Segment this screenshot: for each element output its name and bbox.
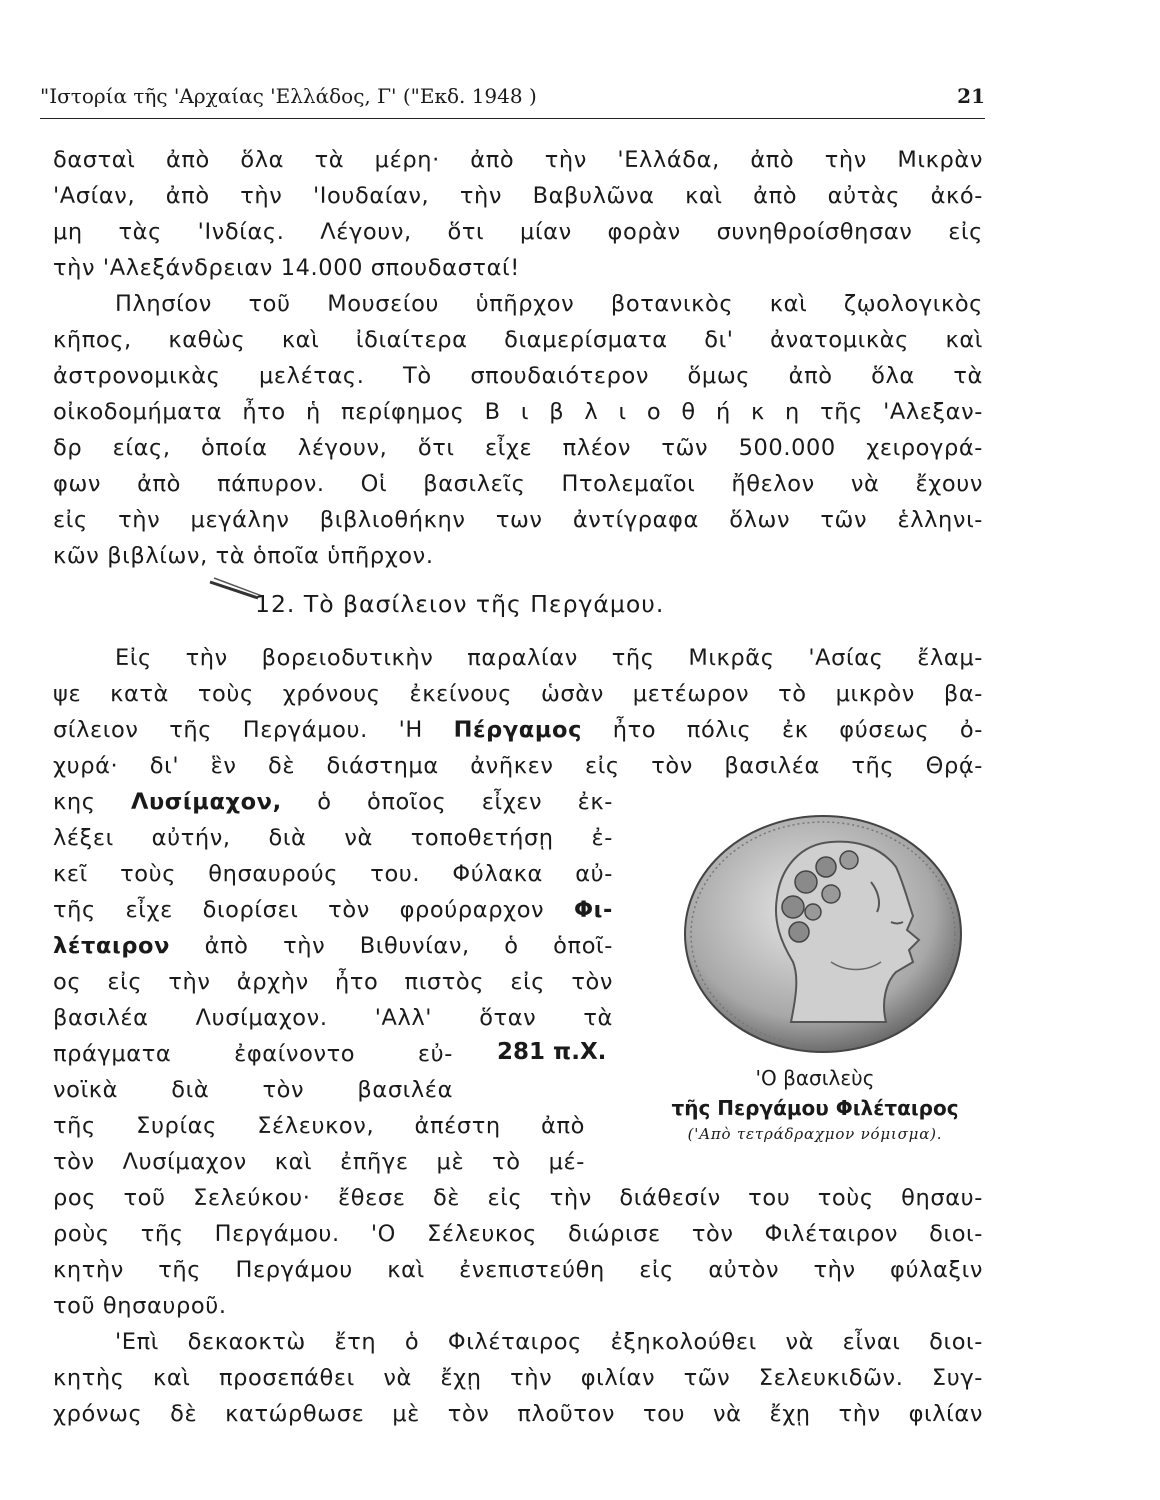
text-line: δασταὶ ἀπὸ ὅλα τὰ μέρη· ἀπὸ τὴν 'Ελλάδα, ἀπὸ τὴν Μικρὰν: [53, 147, 983, 173]
text-line: τοῦ θησαυροῦ.: [53, 1293, 227, 1319]
term-pergamos: Πέργαμος: [453, 717, 583, 743]
term-philetairos-2: λέταιρον: [53, 933, 171, 959]
text-line: λέταιρον ἀπὸ τὴν Βιθυνίαν, ὁ ὁποῖ-: [53, 933, 613, 959]
coin-portrait-image: [681, 812, 966, 1057]
text-line: κητὴς καὶ προσεπάθει νὰ ἔχῃ τὴν φιλίαν τῶν Σελευκιδῶν. Συγ-: [53, 1365, 983, 1391]
term-philetairos-1: Φι-: [573, 897, 613, 923]
text-line: Πλησίον τοῦ Μουσείου ὑπῆρχον βοτανικὸς καὶ ζῳολογικὸς: [115, 291, 983, 317]
text-line: ἀστρονομικὰς μελέτας. Τὸ σπουδαιότερον ὅμως ἀπὸ ὅλα τὰ: [53, 363, 983, 389]
text-line: βασιλέα Λυσίμαχον. 'Αλλ' ὅταν τὰ: [53, 1005, 613, 1031]
text-line: κῆπος, καθὼς καὶ ἰδιαίτερα διαμερίσματα δι' ἀνατομικὰς καὶ: [53, 327, 983, 353]
text-line: τῆς εἶχε διορίσει τὸν φρούραρχον Φι-: [53, 897, 613, 923]
text-line: κῶν βιβλίων, τὰ ὁποῖα ὑπῆρχον.: [53, 543, 434, 569]
margin-date: 281 π.Χ.: [497, 1039, 607, 1065]
text-line: κητὴν τῆς Περγάμου καὶ ἐνεπιστεύθη εἰς αὐτὸν τὴν φύλαξιν: [53, 1257, 983, 1283]
figure-caption-source: ('Απὸ τετράδραχμον νόμισμα).: [687, 1125, 943, 1143]
running-header: [40, 80, 985, 114]
text-line: τῆς Συρίας Σέλευκον, ἀπέστη ἀπὸ: [53, 1113, 585, 1139]
text-line: τὸν Λυσίμαχον καὶ ἐπῆγε μὲ τὸ μέ-: [53, 1149, 585, 1175]
text-line: νοϊκὰ διὰ τὸν βασιλέα: [53, 1077, 453, 1103]
text-line: οἰκοδομήματα ἦτο ἡ περίφημος Β ι β λ ι ο θ ή κ η τῆς 'Αλεξαν-: [53, 399, 983, 425]
text-line: 'Ασίαν, ἀπὸ τὴν 'Ιουδαίαν, τὴν Βαβυλῶνα καὶ ἀπὸ αὐτὰς ἀκό-: [53, 183, 983, 209]
header-rule: [40, 118, 985, 119]
text-line: χρόνως δὲ κατώρθωσε μὲ τὸν πλοῦτον του νὰ ἔχῃ τὴν φιλίαν: [53, 1401, 983, 1427]
text-line: φων ἀπὸ πάπυρον. Οἱ βασιλεῖς Πτολεμαῖοι ἤθελον νὰ ἔχουν: [53, 471, 983, 497]
text-line: μη τὰς 'Ινδίας. Λέγουν, ὅτι μίαν φορὰν συνηθροίσθησαν εἰς: [53, 219, 983, 245]
text-line: ψε κατὰ τοὺς χρόνους ἐκείνους ὡσὰν μετέωρον τὸ μικρὸν βα-: [53, 681, 983, 707]
text-line: ρος τοῦ Σελεύκου· ἔθεσε δὲ εἰς τὴν διάθεσίν του τοὺς θησαυ-: [53, 1185, 983, 1211]
section-heading: 12. Τὸ βασίλειον τῆς Περγάμου.: [255, 590, 665, 618]
page-number: 21: [957, 84, 985, 108]
text-line: κεῖ τοὺς θησαυρούς του. Φύλακα αὐ-: [53, 861, 613, 887]
text-line: Εἰς τὴν βορειοδυτικὴν παραλίαν τῆς Μικρᾶς 'Ασίας ἔλαμ-: [115, 645, 983, 671]
text-line: τὴν 'Αλεξάνδρειαν 14.000 σπουδασταί!: [53, 255, 520, 281]
text-line: λέξει αὐτήν, διὰ νὰ τοποθετήσῃ ἐ-: [53, 825, 613, 851]
figure-caption-line2: τῆς Περγάμου Φιλέταιρος: [671, 1096, 959, 1120]
text-line: εἰς τὴν μεγάλην βιβλιοθήκην των ἀντίγραφα ὅλων τῶν ἑλληνι-: [53, 507, 983, 533]
text-line: σίλειον τῆς Περγάμου. 'Η Πέργαμος ἦτο πόλις ἐκ φύσεως ὀ-: [53, 717, 983, 743]
text-line: ος εἰς τὴν ἀρχὴν ἦτο πιστὸς εἰς τὸν: [53, 969, 613, 995]
term-lysimachos: Λυσίμαχον,: [130, 789, 282, 815]
book-title: "Ιστορία τῆς 'Αρχαίας 'Ελλάδος, Γ' ("Εκδ. 1948 ): [40, 84, 537, 108]
text-line: πράγματα ἐφαίνοντο εὐ-: [53, 1041, 453, 1067]
text-line: 'Επὶ δεκαοκτὼ ἔτη ὁ Φιλέταιρος ἐξηκολούθει νὰ εἶναι διοι-: [115, 1329, 983, 1355]
figure-caption-line1: 'Ο βασιλεὺς: [755, 1066, 875, 1090]
text-line: κης Λυσίμαχον, ὁ ὁποῖος εἶχεν ἐκ-: [53, 789, 614, 815]
text-line: χυρά· δι' ἓν δὲ διάστημα ἀνῆκεν εἰς τὸν βασιλέα τῆς Θρᾴ-: [53, 753, 983, 779]
text-line: ροὺς τῆς Περγάμου. 'Ο Σέλευκος διώρισε τὸν Φιλέταιρον διοι-: [53, 1221, 983, 1247]
text-line: δρ είας, ὁποία λέγουν, ὅτι εἶχε πλέον τῶν 500.000 χειρογρά-: [53, 435, 983, 461]
